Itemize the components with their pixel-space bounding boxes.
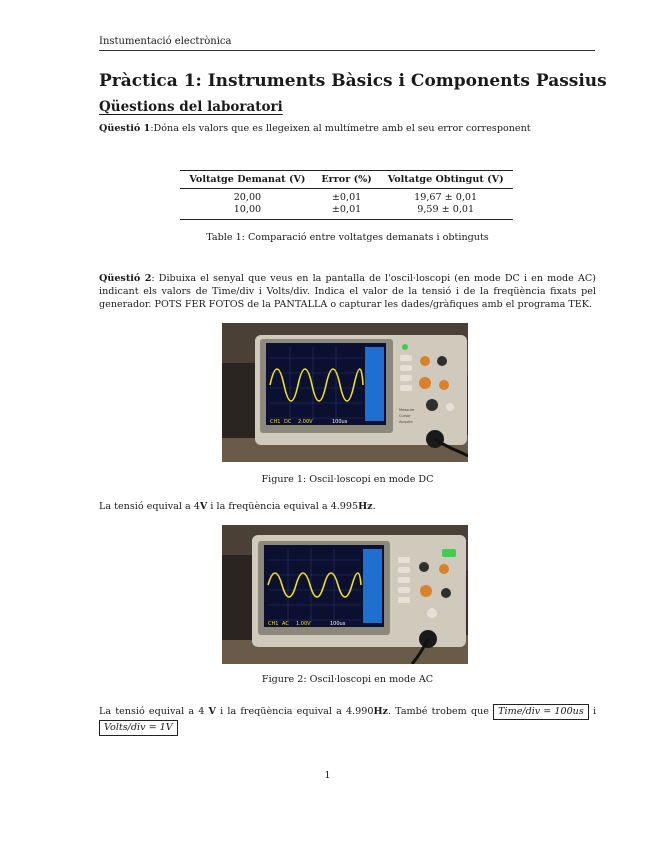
screen-label-volts: 2.00V: [298, 419, 313, 425]
scope-button: [400, 365, 412, 371]
knob-icon: [427, 608, 437, 618]
tension-dc-text: [99, 500, 596, 513]
tension-dc-pre: La tensió equival a 4: [99, 501, 200, 512]
table-header-row: [180, 171, 513, 189]
scope-button: [398, 567, 410, 573]
section-heading: Qüestions del laboratori: [99, 99, 283, 115]
run-stop-button: [442, 549, 456, 557]
knob-icon: [426, 399, 438, 411]
knob-icon: [419, 562, 429, 572]
button-label-cursor: Cursor: [399, 414, 411, 418]
scope-button: [400, 375, 412, 381]
scope-button: [398, 577, 410, 583]
knob-icon: [437, 356, 447, 366]
tension-dc-unit-v: V: [199, 501, 208, 512]
screen-label-coupling: DC: [284, 419, 292, 425]
scope-button: [400, 385, 412, 391]
screen-label-channel: CH1: [268, 621, 279, 627]
button-label-acquire: Acquire: [399, 420, 413, 424]
screen-label-channel: CH1: [270, 419, 281, 425]
knob-icon: [439, 564, 449, 574]
table-cell: 19,67 ± 0,01: [414, 192, 478, 203]
screen-label-time: 100us: [330, 621, 346, 627]
question-1: [99, 122, 596, 135]
table-row: [180, 189, 513, 205]
page-number: 1: [324, 770, 331, 781]
screen-label-volts: 1.00V: [296, 621, 311, 627]
oscilloscope-ac-photo: [222, 525, 468, 664]
tension-ac-unit-hz: Hz: [373, 706, 388, 717]
table-header-cell: Voltatge Obtingut (V): [378, 171, 513, 189]
tension-dc-unit-hz: Hz: [358, 501, 373, 512]
question-1-label: Qüestió 1: [99, 123, 151, 134]
scope-menu-panel: [365, 347, 384, 421]
question-2: [99, 272, 596, 311]
knob-icon: [419, 377, 431, 389]
tension-dc-mid: i la freqüència equival a 4.995: [207, 501, 359, 512]
tension-ac-pre: La tensió equival a 4: [99, 706, 209, 717]
question-2-text: : Dibuixa el senyal que veus en la pantalla de l'oscil·loscopi (en mode DC i en mode AC) indicant els valors de Time/div i Volts/div. Indica el valor de la tensió i de la freqüència fixats pel generador. POTS FER FOTOS de la PANTALLA o capturar les dades/gràfiques amb el programa TEK.: [99, 273, 596, 310]
tension-ac-text: [99, 704, 596, 736]
table-cell: 9,59 ± 0,01: [378, 204, 513, 220]
button-label-measure: Measure: [399, 408, 415, 412]
scope-button: [400, 355, 412, 361]
time-div-box: Time/div = 100us: [493, 704, 589, 720]
knob-icon: [439, 380, 449, 390]
tension-ac-mid: i la freqüència equival a 4.990: [215, 706, 374, 717]
screen-label-coupling: AC: [282, 621, 289, 627]
scope-menu-panel: [363, 549, 382, 623]
scope-button: [398, 597, 410, 603]
screen-label-time: 100us: [332, 419, 348, 425]
tension-ac-unit-v: V: [208, 706, 216, 717]
oscilloscope-dc-photo: [222, 323, 468, 462]
volts-div-box: Volts/div = 1V: [99, 720, 178, 736]
table-cell: 20,00: [233, 192, 262, 203]
page-title: Pràctica 1: Instruments Bàsics i Components Passius: [99, 71, 607, 91]
table-cell: ±0,01: [315, 204, 378, 220]
knob-icon: [446, 403, 454, 411]
tension-ac-mid2: . També trobem que: [387, 706, 494, 717]
voltage-table: [180, 170, 513, 220]
figure-2-caption: Figure 2: Oscil·loscopi en mode AC: [261, 674, 434, 685]
table-cell: 10,00: [180, 204, 315, 220]
power-led-icon: [402, 344, 408, 350]
question-2-label: Qüestió 2: [99, 273, 152, 284]
figure-1-caption: Figure 1: Oscil·loscopi en mode DC: [261, 474, 434, 485]
tension-ac-and: i: [588, 706, 597, 717]
table-header-cell: Error (%): [315, 171, 378, 189]
tension-dc-post: .: [372, 501, 376, 512]
table-cell: ±0,01: [331, 192, 362, 203]
table-header-cell: Voltatge Demanat (V): [180, 171, 315, 189]
table-caption: Table 1: Comparació entre voltatges demanats i obtinguts: [206, 232, 489, 243]
knob-icon: [441, 588, 451, 598]
knob-icon: [420, 585, 432, 597]
question-1-text: :Dóna els valors que es llegeixen al multímetre amb el seu error corresponent: [150, 123, 531, 134]
scope-button: [398, 557, 410, 563]
table-row: [180, 204, 513, 220]
running-header: Instumentació electrònica: [99, 36, 595, 51]
scope-button: [398, 587, 410, 593]
knob-icon: [420, 356, 430, 366]
